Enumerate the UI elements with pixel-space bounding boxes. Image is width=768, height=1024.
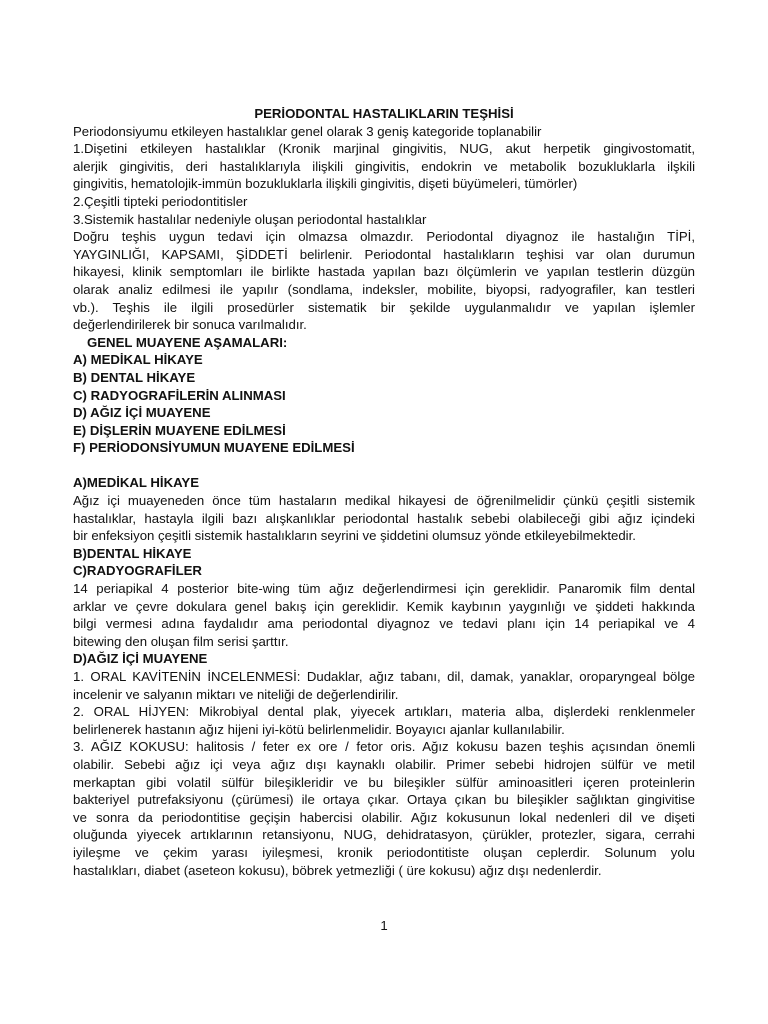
section-d1-line: incelenir ve salyanın miktarı ve niteliği de değerlendirilir. [73, 686, 399, 702]
document-page [73, 105, 695, 879]
section-c-line: bitewing den oluşan film serisi şarttır. [73, 633, 289, 649]
section-c-line: bilgi vermesi adına faydalıdır ama periodontal diyagnoz ve tedavi planı için 14 periapikal ve 4 [73, 616, 695, 632]
stage-item: C) RADYOGRAFİLERİN ALINMASI [73, 387, 286, 403]
stage-item: E) DİŞLERİN MUAYENE EDİLMESİ [73, 422, 286, 438]
diagnosis-line: olarak analiz edilmesi ile yapılır (sondlama, indeksler, mobilite, biyopsi, radyografiler, kan testleri [73, 281, 695, 297]
diagnosis-line: Doğru teşhis uygun tedavi için olmazsa olmazdır. Periodontal diyagnoz ile hastalığın TİPİ, [73, 229, 695, 245]
stage-item: D) AĞIZ İÇİ MUAYENE [73, 405, 211, 421]
intro-paragraph: Periodonsiyumu etkileyen hastalıklar genel olarak 3 geniş kategoride toplanabilir [73, 123, 542, 139]
section-c-heading: C)RADYOGRAFİLER [73, 563, 202, 579]
category-1-line: 1.Dişetini etkileyen hastalıklar (Kronik marjinal gingivitis, NUG, akut herpetik gingivostomatit, [73, 141, 695, 157]
page-number: 1 [380, 918, 388, 933]
diagnosis-line: değerlendirilerek bir sonuca varılmalıdır. [73, 317, 307, 333]
section-a-heading: A)MEDİKAL HİKAYE [73, 475, 200, 491]
section-b-heading: B)DENTAL HİKAYE [73, 545, 192, 561]
section-a-line: Ağız içi muayeneden önce tüm hastaların medikal hikayesi de öğrenilmelidir çünkü çeşitli sistemik [73, 493, 695, 509]
diagnosis-line: YAYGINLIĞI, KAPSAMI, ŞİDDETİ belirlenir. Periodontal hastalıkların teşhisi var olan durumun [73, 246, 695, 262]
category-1-line: alerjik gingivitis, deri hastalıklarıyla ilişkili gingivitis, endokrin ve metabolik bozukluklarla ilşkili [73, 158, 695, 174]
section-c-line: 14 periapikal 4 posterior bite-wing tüm ağız değerlendirmesi için gereklidir. Panaromik film dental [73, 581, 695, 597]
blank-line [73, 457, 695, 475]
section-d3-line: hastalıkları, diabet (aseteon kokusu), böbrek yetmezliği ( üre kokusu) ağız dışı nedenlerdir. [73, 862, 602, 878]
category-3: 3.Sistemik hastalılar nedeniyle oluşan periodontal hastalıklar [73, 211, 427, 227]
diagnosis-line: vb.). Teşhis ile ilgili prosedürler sistematik bir şekilde uygulanmalıdır ve yapılan işlemler [73, 299, 695, 315]
section-d-heading: D)AĞIZ İÇİ MUAYENE [73, 651, 208, 667]
document-title: PERİODONTAL HASTALIKLARIN TEŞHİSİ [254, 106, 514, 121]
section-d3-line: merkaptan gibi volatil sülfür bileşikleridir ve bu bileşikler sülfür aminoasitleri içeren proteinlerin [73, 774, 695, 790]
category-2: 2.Çeşitli tipteki periodontitisler [73, 193, 248, 209]
section-a-line: bir enfeksiyon çeşitli sistemik hastalıkların seyrini ve şiddetini olumsuz yönde etkileyebilmektedir. [73, 528, 636, 544]
section-d3-line: olabilir. Sebebi ağız içi veya ağız dışı kaynaklı olabilir. Primer sebebi hidrojen sülfür ve metil [73, 756, 695, 772]
section-d2-line: belirlenerek hastanın ağız hijeni iyi-kötü belirlenmelidir. Boyayıcı ajanlar kullanılabilir. [73, 721, 565, 737]
diagnosis-line: hikayesi, klinik semptomları ile birlikte hastada yapılan bazı ölçümlerin ve yapılan testlerin düzgün [73, 264, 695, 280]
section-c-line: arklar ve çevre dokulara genel bakış için gereklidir. Kemik kaybının yaygınlığı ve şiddeti hakkında [73, 598, 695, 614]
section-d3-line: ve sonra da periodontitise geçişin habercisi olabilir. Ağız kokusunun lokal nedenleri dil ve dişeti [73, 809, 695, 825]
section-d3-line: 3. AĞIZ KOKUSU: halitosis / feter ex ore / fetor oris. Ağız kokusu bazen teşhis açısından önemli [73, 739, 695, 755]
section-d3-line: bakteriyel putrefaksiyonu (çürümesi) ile ortaya çıkar. Ortaya çıkan bu bileşikler sağlıktan gingivitise [73, 792, 695, 808]
stages-heading: GENEL MUAYENE AŞAMALARI: [87, 334, 288, 350]
stage-item: A) MEDİKAL HİKAYE [73, 352, 203, 368]
section-d2-line: 2. ORAL HİJYEN: Mikrobiyal dental plak, yiyecek artıkları, materia alba, dişlerdeki renklenmeler [73, 704, 695, 720]
section-d3-line: iyileşme ve çekim yarası iyileşmesi, kronik periodontitiste oluşan ceplerdir. Solunum yolu [73, 844, 695, 860]
stage-item: F) PERİODONSİYUMUN MUAYENE EDİLMESİ [73, 440, 355, 456]
section-d3-line: oluğunda yiyecek artıklarının retansiyonu, NUG, dehidratasyon, çürükler, protezler, sigara, cerrahi [73, 827, 695, 843]
stage-item: B) DENTAL HİKAYE [73, 369, 196, 385]
section-d1-line: 1. ORAL KAVİTENİN İNCELENMESİ: Dudaklar, ağız tabanı, dil, damak, yanaklar, oroparyngeal bölge [73, 669, 695, 684]
section-a-line: hastalıklar, hastayla ilgili bazı alışkanlıklar periodontal hastalık sebebi olabileceği gibi ağız içindeki [73, 510, 695, 526]
category-1-line: gingivitis, hematolojik-immün bozukluklarla ilişkili gingivitis, dişeti büyümeleri, tümörler) [73, 176, 578, 192]
